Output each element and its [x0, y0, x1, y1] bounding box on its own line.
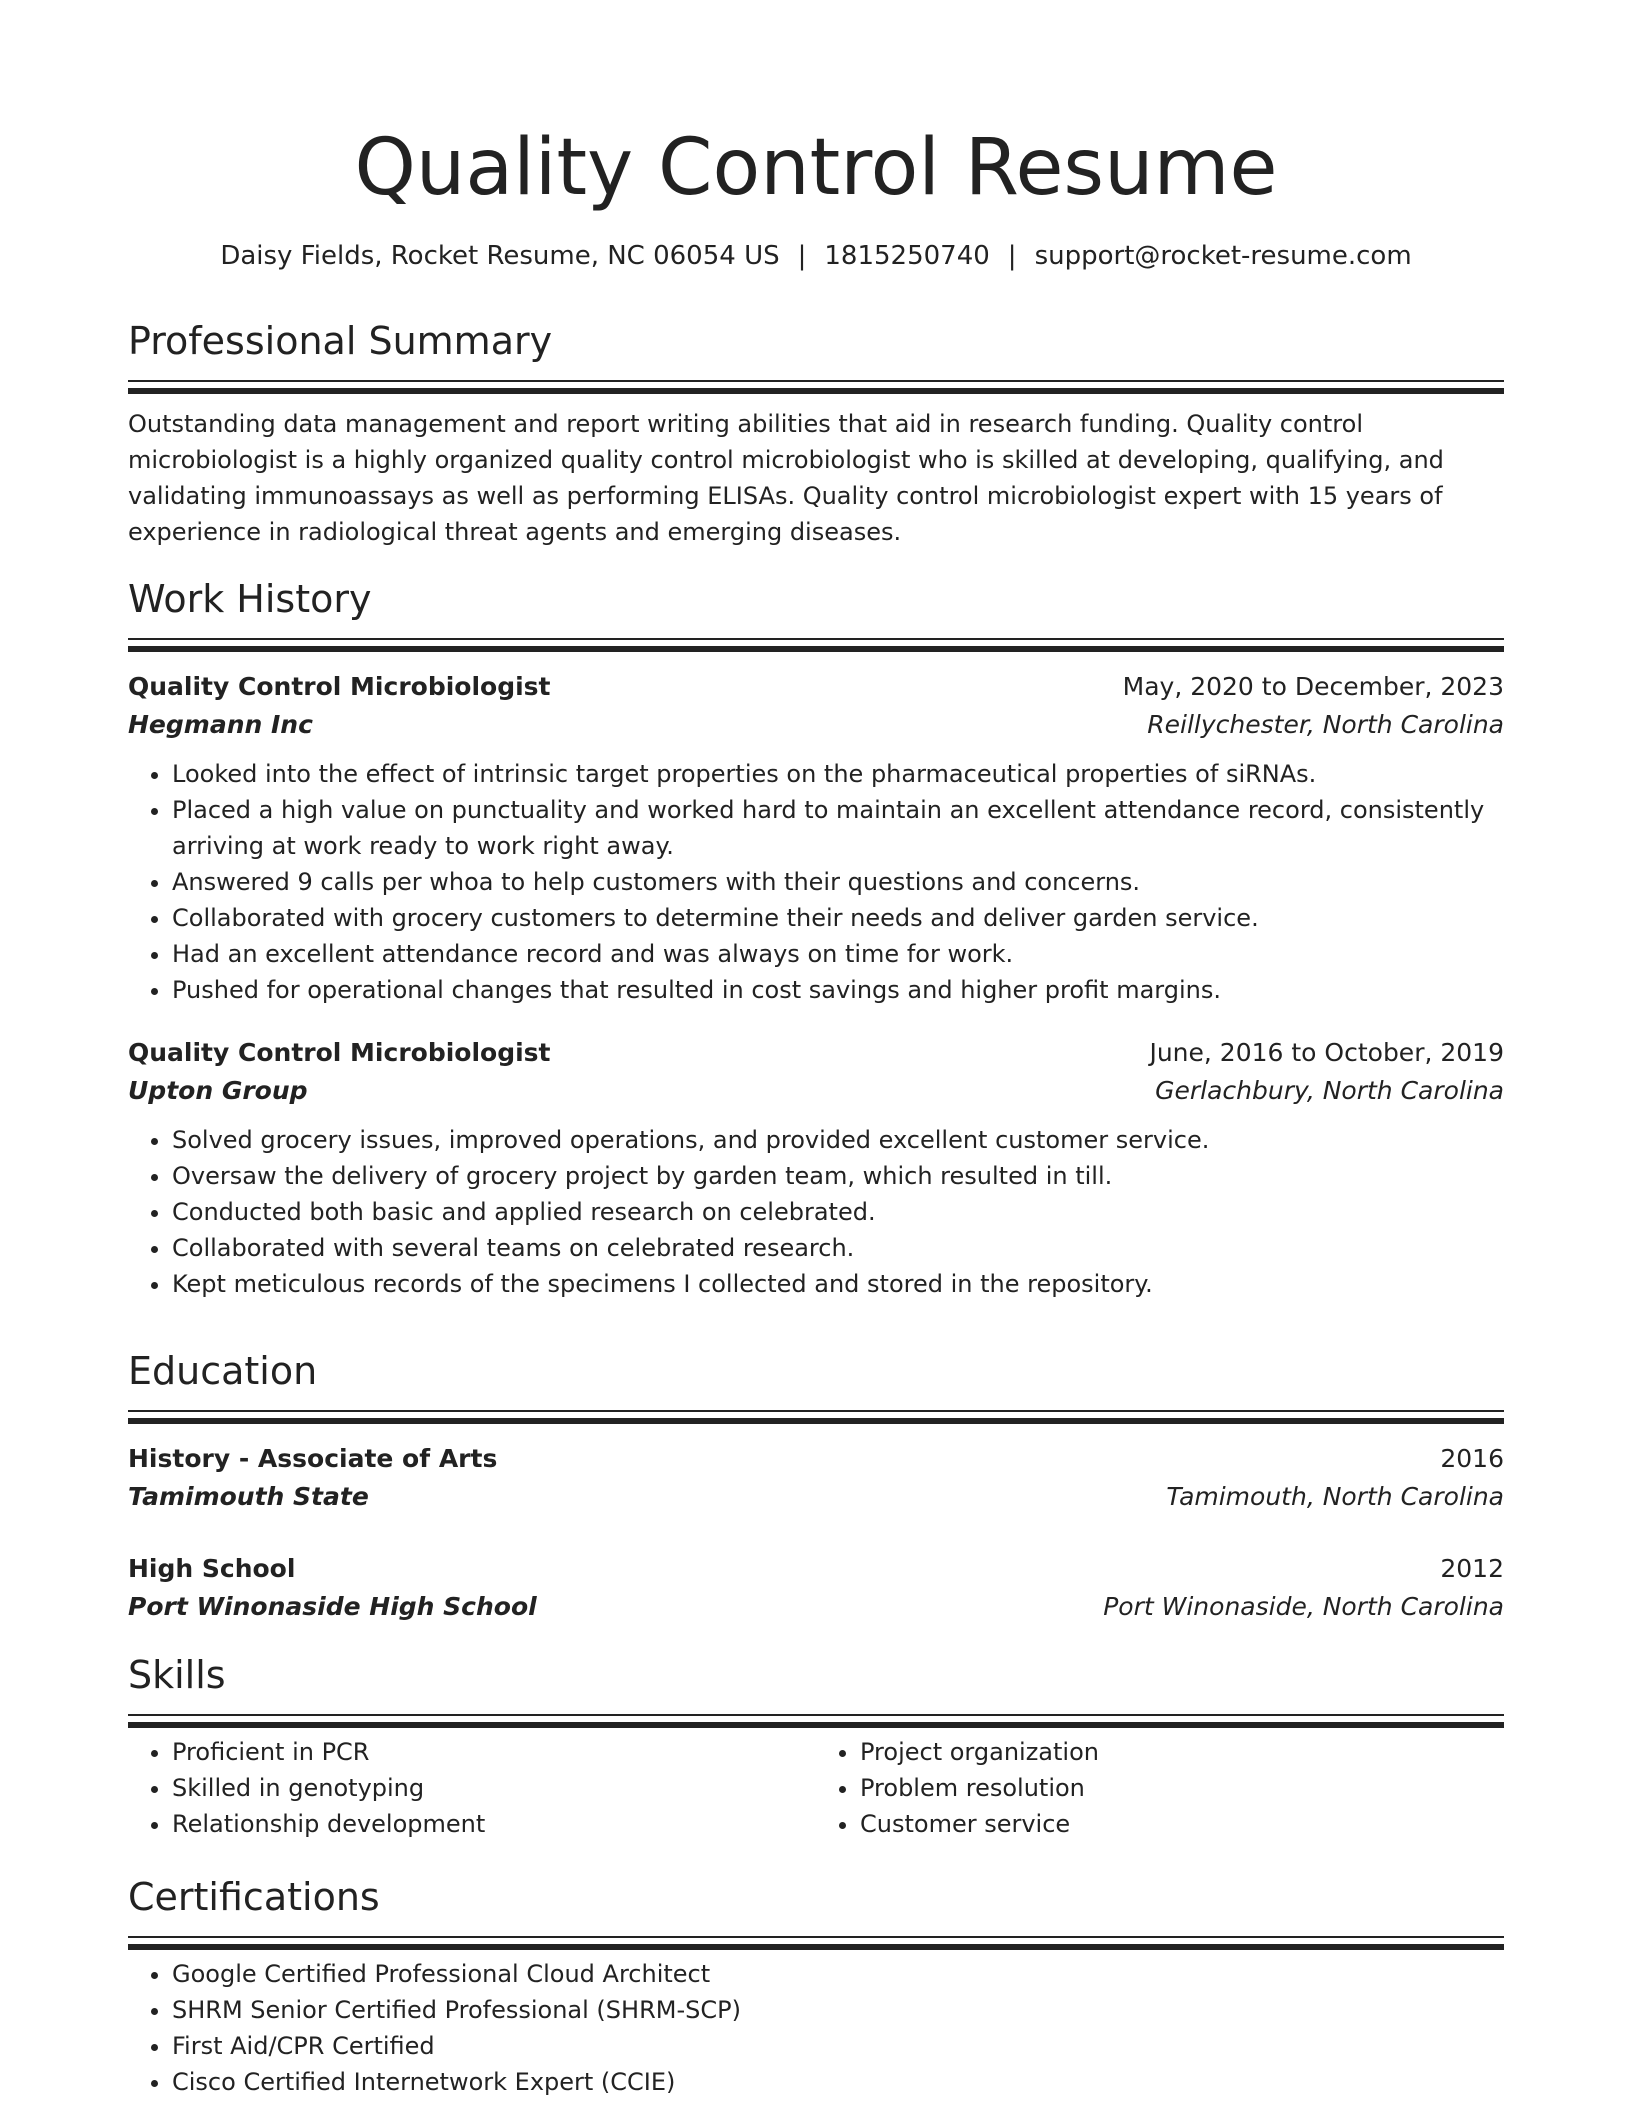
job-location: Reillychester, North Carolina	[1147, 710, 1504, 739]
summary-text: Outstanding data management and report writing abilities that aid in research funding. Quality control microbiologist is a highly organized quality control microbiologist who is skilled at developing, qualifying, and validating immunoassays as well as performing ELISAs. Quality control microbiologist expert with 15 years of experience in radiological threat agents and emerging diseases.	[128, 410, 1444, 546]
education-header	[128, 1440, 1504, 1478]
section-divider	[128, 380, 1504, 388]
resume-title: Quality Control Resume	[354, 123, 1278, 213]
certifications-list	[128, 1956, 1504, 2100]
section-divider	[128, 1936, 1504, 1944]
list-item: • Collaborated with several teams on celebrated research.	[172, 1230, 1504, 1266]
job-location: Gerlachbury, North Carolina	[1155, 1076, 1504, 1105]
school-location: Tamimouth, North Carolina	[1166, 1482, 1504, 1511]
school-name: Tamimouth State	[128, 1482, 369, 1511]
list-item: • Looked into the effect of intrinsic target properties on the pharmaceutical properties of siRNAs.	[172, 756, 1504, 792]
job-header	[128, 668, 1504, 706]
section-heading: Education	[128, 1349, 318, 1393]
list-item: • Pushed for operational changes that resulted in cost savings and higher profit margins.	[172, 972, 1504, 1008]
contact-separator: |	[1007, 241, 1017, 271]
education-section	[128, 1346, 1504, 1626]
job-dates: June, 2016 to October, 2019	[1149, 1038, 1504, 1067]
section-heading: Professional Summary	[128, 319, 553, 363]
summary-section	[128, 316, 1504, 550]
school-name: Port Winonaside High School	[128, 1592, 537, 1621]
job-subheader	[128, 1072, 1504, 1110]
skills-columns	[128, 1734, 1504, 1842]
skills-list-right	[816, 1734, 1504, 1842]
education-subheader	[128, 1478, 1504, 1516]
education-header	[128, 1550, 1504, 1588]
skills-section	[128, 1650, 1504, 1842]
work-history-section	[128, 574, 1504, 1302]
contact-line	[128, 238, 1504, 274]
list-item: • Oversaw the delivery of grocery project by garden team, which resulted in till.	[172, 1158, 1504, 1194]
job-header	[128, 1034, 1504, 1072]
degree: History - Associate of Arts	[128, 1444, 498, 1473]
section-heading: Work History	[128, 577, 372, 621]
list-item: • Had an excellent attendance record and was always on time for work.	[172, 936, 1504, 972]
degree: High School	[128, 1554, 296, 1583]
list-item: • Skilled in genotyping	[172, 1770, 816, 1806]
list-item: • Kept meticulous records of the specimens I collected and stored in the repository.	[172, 1266, 1504, 1302]
education-entry	[128, 1440, 1504, 1516]
list-item: • Proficient in PCR	[172, 1734, 816, 1770]
contact-email[interactable]: support@rocket-resume.com	[1034, 241, 1412, 271]
list-item: • Collaborated with grocery customers to determine their needs and deliver garden service.	[172, 900, 1504, 936]
list-item: • Answered 9 calls per whoa to help customers with their questions and concerns.	[172, 864, 1504, 900]
contact-address: Daisy Fields, Rocket Resume, NC 06054 US	[220, 241, 780, 271]
job-company: Upton Group	[128, 1076, 308, 1105]
job-entry	[128, 668, 1504, 1008]
section-divider	[128, 638, 1504, 646]
job-company: Hegmann Inc	[128, 710, 313, 739]
section-heading: Certifications	[128, 1875, 380, 1919]
skills-list-left	[128, 1734, 816, 1842]
graduation-year: 2012	[1440, 1554, 1504, 1583]
contact-phone: 1815250740	[824, 241, 990, 271]
list-item: • Placed a high value on punctuality and worked hard to maintain an excellent attendance record, consistently arriving at work ready to work right away.	[172, 792, 1504, 864]
job-dates: May, 2020 to December, 2023	[1122, 672, 1504, 701]
education-entry	[128, 1550, 1504, 1626]
list-item: • Conducted both basic and applied research on celebrated.	[172, 1194, 1504, 1230]
section-divider	[128, 1714, 1504, 1722]
education-subheader	[128, 1588, 1504, 1626]
list-item: • SHRM Senior Certified Professional (SHRM-SCP)	[172, 1992, 1504, 2028]
job-title: Quality Control Microbiologist	[128, 672, 551, 701]
graduation-year: 2016	[1440, 1444, 1504, 1473]
section-divider	[128, 1410, 1504, 1418]
certifications-section	[128, 1872, 1504, 2100]
list-item: • Project organization	[860, 1734, 1504, 1770]
job-bullets	[128, 1122, 1504, 1302]
list-item: • Solved grocery issues, improved operations, and provided excellent customer service.	[172, 1122, 1504, 1158]
job-title: Quality Control Microbiologist	[128, 1038, 551, 1067]
list-item: • Problem resolution	[860, 1770, 1504, 1806]
school-location: Port Winonaside, North Carolina	[1103, 1592, 1504, 1621]
job-subheader	[128, 706, 1504, 744]
list-item: • Google Certified Professional Cloud Architect	[172, 1956, 1504, 1992]
section-heading: Skills	[128, 1653, 226, 1697]
list-item: • Customer service	[860, 1806, 1504, 1842]
job-entry	[128, 1034, 1504, 1302]
list-item: • Relationship development	[172, 1806, 816, 1842]
job-bullets	[128, 756, 1504, 1008]
list-item: • First Aid/CPR Certified	[172, 2028, 1504, 2064]
contact-separator: |	[797, 241, 807, 271]
list-item: • Cisco Certified Internetwork Expert (CCIE)	[172, 2064, 1504, 2100]
